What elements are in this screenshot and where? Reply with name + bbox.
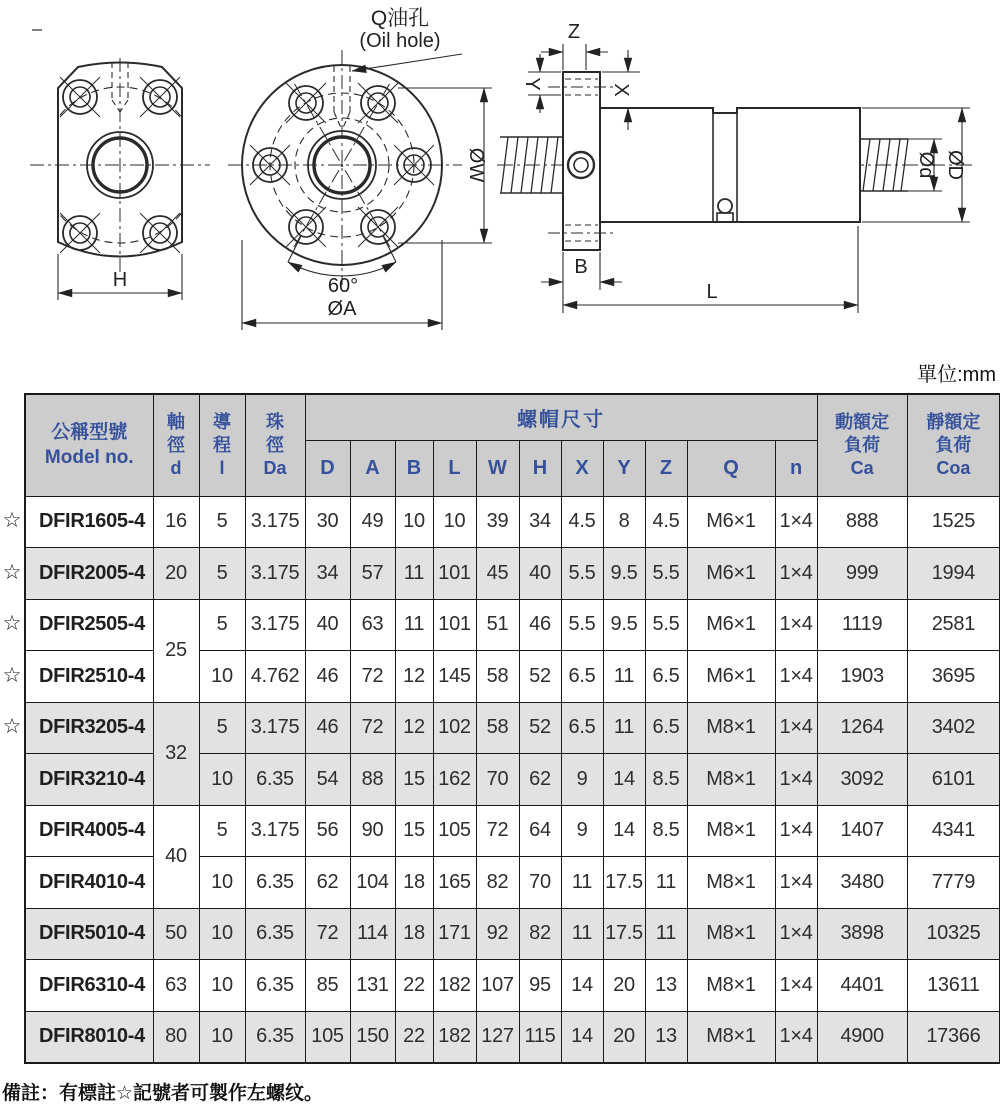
left-thread-star-gutter: [0, 393, 24, 1064]
ball-dia-cell: 6.35: [245, 857, 305, 909]
nut-dim-cell: 5.5: [645, 599, 687, 651]
nut-dim-cell: 56: [305, 805, 350, 857]
front-view-flat-flange: [30, 58, 210, 300]
static-load-cell: 13611: [907, 960, 1000, 1012]
model-cell: DFIR3210-4: [25, 754, 153, 806]
nut-dim-cell: 14: [603, 805, 645, 857]
nut-dim-cell: 114: [350, 908, 395, 960]
dim-label-h: H: [112, 269, 128, 291]
dim-label-b: B: [574, 256, 588, 278]
nut-dim-cell: 5.5: [645, 548, 687, 600]
shaft-dia-cell: 40: [153, 805, 199, 908]
nut-dim-cell: 14: [561, 1011, 603, 1063]
ball-dia-cell: 3.175: [245, 548, 305, 600]
header-model-zh: 公稱型號: [51, 422, 128, 444]
ball-dia-cell: 6.35: [245, 960, 305, 1012]
header-col-Q: Q: [687, 440, 775, 496]
shaft-dia-cell: 63: [153, 960, 199, 1012]
dynamic-load-cell: 1264: [817, 702, 907, 754]
nut-dim-cell: M6×1: [687, 651, 775, 703]
left-thread-star: ☆: [2, 560, 22, 584]
nut-dim-cell: 1×4: [775, 857, 817, 909]
nut-dim-cell: 95: [519, 960, 561, 1012]
nut-dim-cell: 34: [305, 548, 350, 600]
dynamic-load-cell: 4401: [817, 960, 907, 1012]
nut-dim-cell: 101: [433, 599, 476, 651]
header-static-load: 靜額定 負荷 Coa: [907, 394, 1000, 496]
left-thread-star: ☆: [2, 612, 22, 635]
dim-label-y: Y: [521, 77, 543, 91]
lead-cell: 5: [199, 702, 245, 754]
nut-dim-cell: 34: [519, 496, 561, 548]
static-load-cell: 6101: [907, 754, 1000, 806]
ball-dia-cell: 3.175: [245, 496, 305, 548]
nut-dim-cell: 6.5: [645, 651, 687, 703]
nut-dim-cell: 102: [433, 702, 476, 754]
nut-dim-cell: 62: [519, 754, 561, 806]
footnote: 備註：有標註☆記號者可製作左螺纹。: [2, 1082, 324, 1104]
nut-dim-cell: 10: [395, 496, 433, 548]
nut-dim-cell: M8×1: [687, 908, 775, 960]
nut-dim-cell: 15: [395, 805, 433, 857]
nut-dim-cell: 104: [350, 857, 395, 909]
lead-cell: 10: [199, 857, 245, 909]
dynamic-load-cell: 1903: [817, 651, 907, 703]
nut-dim-cell: 51: [476, 599, 519, 651]
header-ball-dia: 珠 徑 Da: [245, 394, 305, 496]
shaft-dia-cell: 32: [153, 702, 199, 805]
nut-dim-cell: 5.5: [561, 599, 603, 651]
ball-dia-cell: 6.35: [245, 908, 305, 960]
nut-dim-cell: 30: [305, 496, 350, 548]
nut-dim-cell: 58: [476, 651, 519, 703]
static-load-cell: 7779: [907, 857, 1000, 909]
nut-dim-cell: 63: [350, 599, 395, 651]
table-body: [25, 496, 1000, 1063]
nut-dim-cell: 11: [395, 599, 433, 651]
nut-dim-cell: 85: [305, 960, 350, 1012]
lead-cell: 10: [199, 754, 245, 806]
lead-cell: 5: [199, 548, 245, 600]
technical-drawings: [0, 0, 1000, 345]
nut-dim-cell: 11: [603, 651, 645, 703]
nut-dim-cell: 150: [350, 1011, 395, 1063]
dynamic-load-cell: 4900: [817, 1011, 907, 1063]
nut-dim-cell: 8: [603, 496, 645, 548]
nut-dim-cell: 101: [433, 548, 476, 600]
shaft-dia-cell: 80: [153, 1011, 199, 1063]
nut-dim-cell: 90: [350, 805, 395, 857]
dim-label-60: 60°: [327, 275, 359, 297]
header-col-D: D: [305, 440, 350, 496]
nut-dim-cell: 182: [433, 960, 476, 1012]
shaft-dia-cell: 16: [153, 496, 199, 548]
lead-cell: 10: [199, 960, 245, 1012]
nut-dim-cell: 46: [519, 599, 561, 651]
dim-label-d-screw: Ød: [915, 151, 937, 179]
model-cell: DFIR2005-4: [25, 548, 153, 600]
header-dynamic-load: 動額定 負荷 Ca: [817, 394, 907, 496]
nut-dim-cell: 70: [476, 754, 519, 806]
nut-dim-cell: 49: [350, 496, 395, 548]
nut-dim-cell: 5.5: [561, 548, 603, 600]
shaft-dia-cell: 50: [153, 908, 199, 960]
lead-cell: 10: [199, 651, 245, 703]
nut-dim-cell: M8×1: [687, 960, 775, 1012]
nut-dim-cell: 11: [395, 548, 433, 600]
oil-hole-label-zh: Q油孔: [370, 7, 430, 30]
lead-cell: 5: [199, 805, 245, 857]
dim-label-d-nut: ØD: [944, 150, 966, 180]
nut-dim-cell: 11: [603, 702, 645, 754]
nut-dim-cell: 72: [305, 908, 350, 960]
nut-dim-cell: 1×4: [775, 805, 817, 857]
nut-dim-cell: 52: [519, 651, 561, 703]
dim-label-a: ØA: [327, 298, 357, 320]
nut-dim-cell: 12: [395, 702, 433, 754]
nut-dim-cell: 14: [561, 960, 603, 1012]
nut-dim-cell: M8×1: [687, 857, 775, 909]
dynamic-load-cell: 3092: [817, 754, 907, 806]
nut-dim-cell: 45: [476, 548, 519, 600]
nut-dim-cell: M8×1: [687, 702, 775, 754]
left-thread-star: ☆: [2, 509, 22, 532]
nut-dim-cell: 6.5: [561, 651, 603, 703]
nut-dim-cell: 8.5: [645, 754, 687, 806]
static-load-cell: 1525: [907, 496, 1000, 548]
nut-dim-cell: 9.5: [603, 599, 645, 651]
nut-dim-cell: 165: [433, 857, 476, 909]
nut-dim-cell: 17.5: [603, 908, 645, 960]
model-cell: DFIR2505-4: [25, 599, 153, 651]
dim-label-l: L: [706, 281, 718, 303]
nut-dim-cell: 105: [305, 1011, 350, 1063]
nut-dim-cell: 58: [476, 702, 519, 754]
nut-dim-cell: 127: [476, 1011, 519, 1063]
dynamic-load-cell: 3480: [817, 857, 907, 909]
header-nut-dimensions-group: 螺帽尺寸: [305, 394, 817, 440]
left-thread-star: ☆: [2, 715, 22, 738]
header-col-B: B: [395, 440, 433, 496]
nut-dim-cell: 11: [561, 857, 603, 909]
ball-dia-cell: 3.175: [245, 805, 305, 857]
oil-hole-label-en: (Oil hole): [359, 30, 441, 52]
nut-dim-cell: 39: [476, 496, 519, 548]
nut-dim-cell: 12: [395, 651, 433, 703]
nut-dim-cell: 64: [519, 805, 561, 857]
header-shaft-dia: 軸 徑 d: [153, 394, 199, 496]
nut-dim-cell: 20: [603, 960, 645, 1012]
header-model-en: Model no.: [44, 447, 134, 469]
nut-dim-cell: M6×1: [687, 496, 775, 548]
lead-cell: 5: [199, 599, 245, 651]
left-thread-star: ☆: [2, 663, 22, 687]
nut-dim-cell: 115: [519, 1011, 561, 1063]
header-col-H: H: [519, 440, 561, 496]
dynamic-load-cell: 999: [817, 548, 907, 600]
nut-dim-cell: 22: [395, 1011, 433, 1063]
model-cell: DFIR3205-4: [25, 702, 153, 754]
dim-label-z: Z: [567, 21, 581, 43]
model-cell: DFIR4005-4: [25, 805, 153, 857]
ball-dia-cell: 3.175: [245, 599, 305, 651]
nut-dim-cell: 88: [350, 754, 395, 806]
model-cell: DFIR6310-4: [25, 960, 153, 1012]
nut-dim-cell: 6.5: [645, 702, 687, 754]
nut-dim-cell: 6.5: [561, 702, 603, 754]
dim-label-w: ØW: [465, 147, 487, 183]
static-load-cell: 10325: [907, 908, 1000, 960]
nut-dim-cell: 40: [305, 599, 350, 651]
nut-dim-cell: 72: [350, 702, 395, 754]
dim-label-x: X: [610, 83, 632, 97]
nut-dim-cell: 1×4: [775, 496, 817, 548]
spec-table-zone: [0, 393, 999, 1064]
model-cell: DFIR1605-4: [25, 496, 153, 548]
nut-dim-cell: 8.5: [645, 805, 687, 857]
nut-dim-cell: 82: [476, 857, 519, 909]
nut-dim-cell: 1×4: [775, 548, 817, 600]
dynamic-load-cell: 1119: [817, 599, 907, 651]
static-load-cell: 1994: [907, 548, 1000, 600]
ball-dia-cell: 6.35: [245, 754, 305, 806]
nut-dim-cell: 1×4: [775, 702, 817, 754]
nut-dim-cell: 131: [350, 960, 395, 1012]
nut-dim-cell: 4.5: [645, 496, 687, 548]
nut-dim-cell: 62: [305, 857, 350, 909]
dynamic-load-cell: 1407: [817, 805, 907, 857]
nut-dim-cell: 15: [395, 754, 433, 806]
nut-dim-cell: 11: [645, 908, 687, 960]
nut-dim-cell: M8×1: [687, 1011, 775, 1063]
nut-dim-cell: 46: [305, 702, 350, 754]
nut-dim-cell: 1×4: [775, 754, 817, 806]
model-cell: DFIR2510-4: [25, 651, 153, 703]
nut-dim-cell: 11: [561, 908, 603, 960]
nut-dim-cell: M8×1: [687, 754, 775, 806]
nut-dim-cell: 46: [305, 651, 350, 703]
nut-dim-cell: 13: [645, 1011, 687, 1063]
nut-dim-cell: M8×1: [687, 805, 775, 857]
nut-dim-cell: 1×4: [775, 1011, 817, 1063]
nut-dim-cell: 22: [395, 960, 433, 1012]
header-col-Z: Z: [645, 440, 687, 496]
nut-dim-cell: 107: [476, 960, 519, 1012]
oil-hole-leader: [352, 54, 462, 71]
nut-dim-cell: 162: [433, 754, 476, 806]
nut-dim-cell: 72: [350, 651, 395, 703]
header-col-W: W: [476, 440, 519, 496]
lead-cell: 5: [199, 496, 245, 548]
nut-dim-cell: M6×1: [687, 548, 775, 600]
nut-dim-cell: 9.5: [603, 548, 645, 600]
dynamic-load-cell: 3898: [817, 908, 907, 960]
nut-dim-cell: 1×4: [775, 960, 817, 1012]
front-view-round-flange: [228, 50, 492, 330]
static-load-cell: 3402: [907, 702, 1000, 754]
nut-dim-cell: M6×1: [687, 599, 775, 651]
nut-dim-cell: 18: [395, 908, 433, 960]
nut-dim-cell: 105: [433, 805, 476, 857]
side-section-view: [497, 44, 972, 313]
nut-dim-cell: 1×4: [775, 651, 817, 703]
nut-dim-cell: 54: [305, 754, 350, 806]
nut-dim-cell: 1×4: [775, 599, 817, 651]
nut-dim-cell: 9: [561, 754, 603, 806]
static-load-cell: 4341: [907, 805, 1000, 857]
model-cell: DFIR5010-4: [25, 908, 153, 960]
nut-dim-cell: 82: [519, 908, 561, 960]
shaft-dia-cell: 20: [153, 548, 199, 600]
ball-dia-cell: 4.762: [245, 651, 305, 703]
static-load-cell: 17366: [907, 1011, 1000, 1063]
static-load-cell: 3695: [907, 651, 1000, 703]
nut-dim-cell: 182: [433, 1011, 476, 1063]
model-cell: DFIR4010-4: [25, 857, 153, 909]
header-col-n: n: [775, 440, 817, 496]
nut-dim-cell: 1×4: [775, 908, 817, 960]
nut-dim-cell: 57: [350, 548, 395, 600]
nut-dim-cell: 10: [433, 496, 476, 548]
nut-dim-cell: 20: [603, 1011, 645, 1063]
lead-cell: 10: [199, 1011, 245, 1063]
nut-dim-cell: 4.5: [561, 496, 603, 548]
header-col-L: L: [433, 440, 476, 496]
static-load-cell: 2581: [907, 599, 1000, 651]
nut-dim-cell: 14: [603, 754, 645, 806]
nut-dim-cell: 171: [433, 908, 476, 960]
ball-dia-cell: 3.175: [245, 702, 305, 754]
nut-dim-cell: 13: [645, 960, 687, 1012]
ball-dia-cell: 6.35: [245, 1011, 305, 1063]
nut-dim-cell: 52: [519, 702, 561, 754]
header-col-A: A: [350, 440, 395, 496]
nut-dim-cell: 9: [561, 805, 603, 857]
shaft-dia-cell: 25: [153, 599, 199, 702]
header-lead: 導 程 l: [199, 394, 245, 496]
nut-dim-cell: 40: [519, 548, 561, 600]
nut-dim-cell: 17.5: [603, 857, 645, 909]
nut-dim-cell: 11: [645, 857, 687, 909]
header-model: [25, 394, 153, 496]
header-col-X: X: [561, 440, 603, 496]
model-cell: DFIR8010-4: [25, 1011, 153, 1063]
nut-dim-cell: 145: [433, 651, 476, 703]
dynamic-load-cell: 888: [817, 496, 907, 548]
nut-dim-cell: 70: [519, 857, 561, 909]
nut-dim-cell: 92: [476, 908, 519, 960]
spec-table: [24, 393, 1000, 1064]
nut-dim-cell: 72: [476, 805, 519, 857]
unit-label: 單位:mm: [917, 364, 996, 386]
nut-dim-cell: 18: [395, 857, 433, 909]
lead-cell: 10: [199, 908, 245, 960]
header-col-Y: Y: [603, 440, 645, 496]
